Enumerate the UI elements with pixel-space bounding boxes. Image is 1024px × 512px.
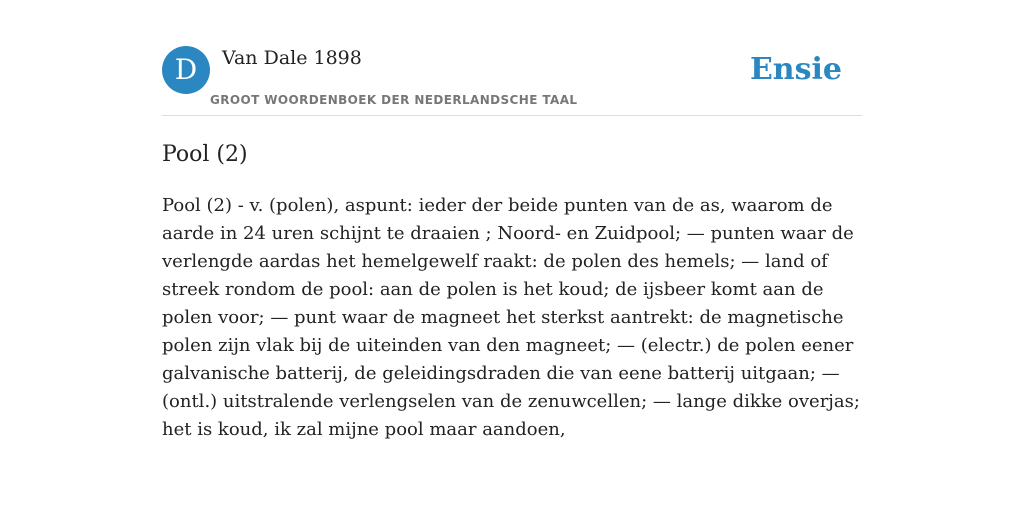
brand-logo[interactable]: Ensie xyxy=(749,52,842,87)
entry-title: Pool (2) xyxy=(162,142,248,167)
source-title[interactable]: Van Dale 1898 xyxy=(222,47,362,69)
header xyxy=(162,46,862,116)
source-subtitle: GROOT WOORDENBOEK DER NEDERLANDSCHE TAAL xyxy=(210,93,578,107)
divider xyxy=(162,115,862,116)
source-avatar[interactable]: D xyxy=(162,46,210,94)
entry-definition: Pool (2) - v. (polen), aspunt: ieder der beide punten van de as, waarom de aarde in 24 uren schijnt te draaien ; Noord- en Zuidpool; — punten waar de verlengde aardas het hemelgewelf raakt: de polen des hemels; — land of streek rondom de pool: aan de polen is het koud; de ijsbeer komt aan de polen voor; — punt waar de magneet het sterkst aantrekt: de magnetische polen zijn vlak bij de uiteinden van den magneet; — (electr.) de polen eener galvanische batterij, de geleidingsdraden die van eene batterij uitgaan; — (ontl.) uitstralende verlengselen van de zenuwcellen; — lange dikke overjas; het is koud, ik zal mijne pool maar aandoen, xyxy=(162,195,860,440)
